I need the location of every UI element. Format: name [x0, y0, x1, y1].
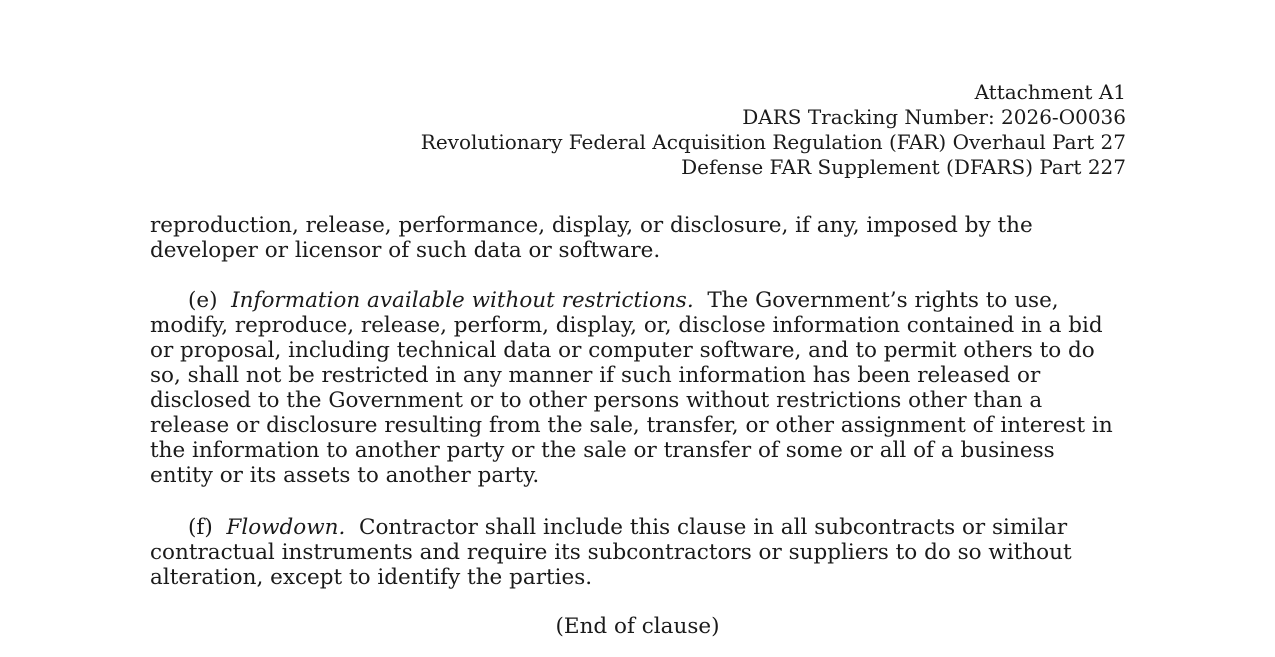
far-overhaul-part: Revolutionary Federal Acquisition Regulation (FAR) Overhaul Part 27: [420, 130, 1126, 154]
dfars-part: Defense FAR Supplement (DFARS) Part 227: [681, 155, 1126, 179]
continuation-paragraph: [150, 213, 1120, 263]
paragraph-e: [150, 288, 1120, 488]
paragraph-f: [150, 515, 1120, 590]
paragraph-f-heading: Flowdown.: [226, 515, 346, 540]
tracking-number: DARS Tracking Number: 2026-O0036: [742, 105, 1126, 129]
document-header: [421, 80, 1126, 180]
paragraph-f-text: Contractor shall include this clause in all subcontracts or similar contractual instruments and require its subcontractors or suppliers to do so without alteration, except to identify the parties.: [150, 515, 1072, 590]
paragraph-e-label: (e): [188, 288, 218, 313]
attachment-label: Attachment A1: [974, 80, 1126, 104]
paragraph-e-text: The Government’s rights to use, modify, reproduce, release, perform, display, or, disclose information contained in a bid or proposal, including technical data or computer software, and to permit others to do so, shall not be restricted in any manner if such information has been released or disclosed to the Government or to other persons without restrictions other than a release or disclosure resulting from the sale, transfer, or other assignment of interest in the information to another party or the sale or transfer of some or all of a business entity or its assets to another party.: [150, 288, 1113, 488]
paragraph-e-heading: Information available without restrictions.: [231, 288, 694, 313]
continuation-text: reproduction, release, performance, display, or disclosure, if any, imposed by the developer or licensor of such data or software.: [150, 213, 1033, 263]
end-of-clause: (End of clause): [555, 614, 720, 639]
paragraph-f-label: (f): [188, 515, 213, 540]
